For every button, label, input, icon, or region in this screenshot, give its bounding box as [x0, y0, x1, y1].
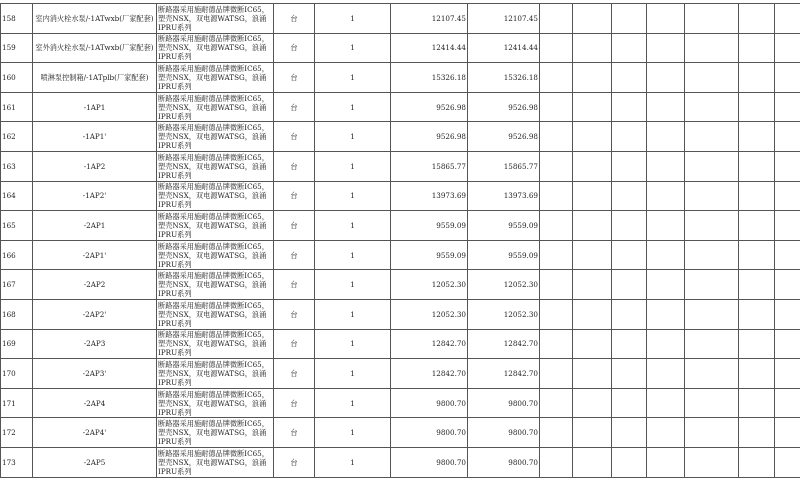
unit-price-cell: 12414.44 — [391, 33, 468, 63]
unit-cell: 台 — [274, 359, 315, 389]
table-row — [1, 63, 800, 93]
empty-cell — [647, 329, 685, 359]
spec-cell: 断路器采用施耐德品牌微断IC65，塑壳NSX，双电源WATSG，浪涌IPRU系列 — [157, 63, 274, 93]
empty-cell — [612, 122, 647, 152]
empty-cell — [612, 240, 647, 270]
spec-cell: 断路器采用施耐德品牌微断IC65，塑壳NSX，双电源WATSG，浪涌IPRU系列 — [157, 299, 274, 329]
empty-cell — [775, 211, 800, 241]
empty-cell — [540, 240, 573, 270]
item-name-cell: 室外消火栓水泵/-1ATwxb(厂家配套) — [33, 33, 157, 63]
table-row — [1, 359, 800, 389]
table-row — [1, 240, 800, 270]
row-number-cell: 167 — [1, 270, 33, 300]
empty-cell — [775, 33, 800, 63]
quantity-cell: 1 — [315, 240, 391, 270]
item-name-cell: -1AP1' — [33, 122, 157, 152]
unit-price-cell: 9800.70 — [391, 418, 468, 448]
total-price-cell: 9526.98 — [468, 92, 540, 122]
empty-cell — [685, 181, 739, 211]
empty-cell — [775, 92, 800, 122]
empty-cell — [775, 4, 800, 34]
unit-price-cell: 15865.77 — [391, 151, 468, 181]
total-price-cell: 9526.98 — [468, 122, 540, 152]
row-number-cell: 170 — [1, 359, 33, 389]
spec-cell: 断路器采用施耐德品牌微断IC65，塑壳NSX，双电源WATSG，浪涌IPRU系列 — [157, 240, 274, 270]
empty-cell — [775, 122, 800, 152]
spec-cell: 断路器采用施耐德品牌微断IC65，塑壳NSX，双电源WATSG，浪涌IPRU系列 — [157, 359, 274, 389]
total-price-cell: 15865.77 — [468, 151, 540, 181]
empty-cell — [612, 359, 647, 389]
empty-cell — [573, 270, 612, 300]
unit-price-cell: 12052.30 — [391, 299, 468, 329]
empty-cell — [739, 181, 775, 211]
empty-cell — [685, 122, 739, 152]
item-name-cell: -2AP1' — [33, 240, 157, 270]
unit-cell: 台 — [274, 270, 315, 300]
row-number-cell: 162 — [1, 122, 33, 152]
total-price-cell: 15326.18 — [468, 63, 540, 93]
spec-cell: 断路器采用施耐德品牌微断IC65，塑壳NSX，双电源WATSG，浪涌IPRU系列 — [157, 181, 274, 211]
item-name-cell: -1AP1 — [33, 92, 157, 122]
empty-cell — [739, 270, 775, 300]
empty-cell — [685, 211, 739, 241]
row-number-cell: 171 — [1, 388, 33, 418]
total-price-cell: 9800.70 — [468, 418, 540, 448]
empty-cell — [647, 388, 685, 418]
empty-cell — [540, 299, 573, 329]
item-name-cell: -2AP4' — [33, 418, 157, 448]
unit-cell: 台 — [274, 447, 315, 477]
empty-cell — [612, 63, 647, 93]
empty-cell — [647, 92, 685, 122]
spec-cell: 断路器采用施耐德品牌微断IC65，塑壳NSX，双电源WATSG，浪涌IPRU系列 — [157, 329, 274, 359]
quantity-cell: 1 — [315, 329, 391, 359]
empty-cell — [685, 92, 739, 122]
empty-cell — [739, 299, 775, 329]
quantity-cell: 1 — [315, 299, 391, 329]
empty-cell — [540, 359, 573, 389]
empty-cell — [540, 92, 573, 122]
empty-cell — [685, 388, 739, 418]
empty-cell — [775, 270, 800, 300]
item-name-cell: -2AP2 — [33, 270, 157, 300]
empty-cell — [739, 388, 775, 418]
total-price-cell: 12842.70 — [468, 359, 540, 389]
empty-cell — [573, 299, 612, 329]
row-number-cell: 166 — [1, 240, 33, 270]
empty-cell — [739, 240, 775, 270]
row-number-cell: 161 — [1, 92, 33, 122]
unit-cell: 台 — [274, 211, 315, 241]
quantity-cell: 1 — [315, 92, 391, 122]
item-name-cell: -1AP2' — [33, 181, 157, 211]
total-price-cell: 12414.44 — [468, 33, 540, 63]
unit-cell: 台 — [274, 122, 315, 152]
unit-cell: 台 — [274, 240, 315, 270]
empty-cell — [647, 418, 685, 448]
empty-cell — [647, 4, 685, 34]
empty-cell — [685, 299, 739, 329]
empty-cell — [685, 418, 739, 448]
empty-cell — [573, 92, 612, 122]
table-row — [1, 122, 800, 152]
row-number-cell: 159 — [1, 33, 33, 63]
item-name-cell: -2AP4 — [33, 388, 157, 418]
empty-cell — [739, 4, 775, 34]
empty-cell — [540, 63, 573, 93]
empty-cell — [573, 329, 612, 359]
empty-cell — [573, 388, 612, 418]
quantity-cell: 1 — [315, 359, 391, 389]
empty-cell — [540, 181, 573, 211]
unit-price-cell: 13973.69 — [391, 181, 468, 211]
total-price-cell: 12052.30 — [468, 270, 540, 300]
table-row — [1, 418, 800, 448]
empty-cell — [612, 447, 647, 477]
empty-cell — [540, 418, 573, 448]
empty-cell — [739, 122, 775, 152]
table-row — [1, 33, 800, 63]
total-price-cell: 9800.70 — [468, 388, 540, 418]
empty-cell — [685, 447, 739, 477]
empty-cell — [685, 270, 739, 300]
item-name-cell: 喷淋泵控制箱/-1ATplb(厂家配套) — [33, 63, 157, 93]
empty-cell — [573, 151, 612, 181]
empty-cell — [775, 299, 800, 329]
empty-cell — [573, 240, 612, 270]
empty-cell — [739, 329, 775, 359]
empty-cell — [647, 299, 685, 329]
unit-price-cell: 9559.09 — [391, 240, 468, 270]
empty-cell — [612, 211, 647, 241]
empty-cell — [612, 299, 647, 329]
quantity-cell: 1 — [315, 270, 391, 300]
total-price-cell: 9559.09 — [468, 240, 540, 270]
empty-cell — [775, 63, 800, 93]
table-row — [1, 270, 800, 300]
spec-cell: 断路器采用施耐德品牌微断IC65，塑壳NSX，双电源WATSG，浪涌IPRU系列 — [157, 4, 274, 34]
unit-price-cell: 9800.70 — [391, 388, 468, 418]
empty-cell — [573, 447, 612, 477]
empty-cell — [775, 447, 800, 477]
unit-price-cell: 9526.98 — [391, 122, 468, 152]
quantity-cell: 1 — [315, 63, 391, 93]
empty-cell — [612, 270, 647, 300]
empty-cell — [573, 211, 612, 241]
unit-cell: 台 — [274, 418, 315, 448]
spec-cell: 断路器采用施耐德品牌微断IC65，塑壳NSX，双电源WATSG，浪涌IPRU系列 — [157, 418, 274, 448]
empty-cell — [647, 151, 685, 181]
table-row — [1, 92, 800, 122]
quantity-cell: 1 — [315, 181, 391, 211]
empty-cell — [775, 329, 800, 359]
quantity-cell: 1 — [315, 418, 391, 448]
empty-cell — [739, 211, 775, 241]
empty-cell — [685, 33, 739, 63]
total-price-cell: 13973.69 — [468, 181, 540, 211]
row-number-cell: 163 — [1, 151, 33, 181]
unit-price-cell: 9800.70 — [391, 447, 468, 477]
empty-cell — [775, 359, 800, 389]
unit-price-cell: 9526.98 — [391, 92, 468, 122]
row-number-cell: 168 — [1, 299, 33, 329]
empty-cell — [540, 33, 573, 63]
quantity-cell: 1 — [315, 211, 391, 241]
price-table — [0, 3, 800, 478]
empty-cell — [647, 447, 685, 477]
spec-cell: 断路器采用施耐德品牌微断IC65，塑壳NSX，双电源WATSG，浪涌IPRU系列 — [157, 211, 274, 241]
empty-cell — [775, 151, 800, 181]
item-name-cell: -2AP3' — [33, 359, 157, 389]
empty-cell — [540, 388, 573, 418]
empty-cell — [739, 151, 775, 181]
table-row — [1, 447, 800, 477]
empty-cell — [573, 418, 612, 448]
unit-price-cell: 12052.30 — [391, 270, 468, 300]
unit-cell: 台 — [274, 151, 315, 181]
empty-cell — [612, 151, 647, 181]
unit-cell: 台 — [274, 388, 315, 418]
empty-cell — [612, 4, 647, 34]
unit-cell: 台 — [274, 329, 315, 359]
table-row — [1, 329, 800, 359]
unit-price-cell: 15326.18 — [391, 63, 468, 93]
empty-cell — [739, 418, 775, 448]
empty-cell — [647, 63, 685, 93]
empty-cell — [540, 122, 573, 152]
empty-cell — [540, 151, 573, 181]
table-row — [1, 4, 800, 34]
table-row — [1, 211, 800, 241]
row-number-cell: 160 — [1, 63, 33, 93]
spec-cell: 断路器采用施耐德品牌微断IC65，塑壳NSX，双电源WATSG，浪涌IPRU系列 — [157, 388, 274, 418]
table-row — [1, 388, 800, 418]
spec-cell: 断路器采用施耐德品牌微断IC65，塑壳NSX，双电源WATSG，浪涌IPRU系列 — [157, 270, 274, 300]
total-price-cell: 12052.30 — [468, 299, 540, 329]
row-number-cell: 172 — [1, 418, 33, 448]
empty-cell — [775, 181, 800, 211]
spec-cell: 断路器采用施耐德品牌微断IC65，塑壳NSX，双电源WATSG，浪涌IPRU系列 — [157, 92, 274, 122]
spec-cell: 断路器采用施耐德品牌微断IC65，塑壳NSX，双电源WATSG，浪涌IPRU系列 — [157, 151, 274, 181]
empty-cell — [612, 181, 647, 211]
total-price-cell: 9800.70 — [468, 447, 540, 477]
empty-cell — [685, 63, 739, 93]
item-name-cell: 室内消火栓水泵/-1ATwxb(厂家配套) — [33, 4, 157, 34]
row-number-cell: 164 — [1, 181, 33, 211]
table-row — [1, 181, 800, 211]
empty-cell — [540, 211, 573, 241]
empty-cell — [573, 359, 612, 389]
item-name-cell: -2AP1 — [33, 211, 157, 241]
empty-cell — [647, 122, 685, 152]
table-body — [1, 4, 800, 478]
empty-cell — [540, 270, 573, 300]
empty-cell — [775, 240, 800, 270]
empty-cell — [775, 388, 800, 418]
empty-cell — [647, 240, 685, 270]
empty-cell — [685, 359, 739, 389]
empty-cell — [540, 329, 573, 359]
empty-cell — [612, 92, 647, 122]
empty-cell — [573, 181, 612, 211]
spec-cell: 断路器采用施耐德品牌微断IC65，塑壳NSX，双电源WATSG，浪涌IPRU系列 — [157, 33, 274, 63]
empty-cell — [647, 181, 685, 211]
quantity-cell: 1 — [315, 4, 391, 34]
quantity-cell: 1 — [315, 122, 391, 152]
empty-cell — [739, 359, 775, 389]
item-name-cell: -2AP5 — [33, 447, 157, 477]
empty-cell — [647, 211, 685, 241]
unit-cell: 台 — [274, 4, 315, 34]
empty-cell — [739, 92, 775, 122]
empty-cell — [573, 4, 612, 34]
quote-sheet — [0, 3, 800, 478]
item-name-cell: -1AP2 — [33, 151, 157, 181]
empty-cell — [739, 33, 775, 63]
quantity-cell: 1 — [315, 447, 391, 477]
empty-cell — [573, 63, 612, 93]
row-number-cell: 158 — [1, 4, 33, 34]
empty-cell — [540, 4, 573, 34]
row-number-cell: 169 — [1, 329, 33, 359]
empty-cell — [739, 447, 775, 477]
empty-cell — [573, 122, 612, 152]
unit-price-cell: 9559.09 — [391, 211, 468, 241]
empty-cell — [540, 447, 573, 477]
empty-cell — [647, 33, 685, 63]
spec-cell: 断路器采用施耐德品牌微断IC65，塑壳NSX，双电源WATSG，浪涌IPRU系列 — [157, 447, 274, 477]
empty-cell — [739, 63, 775, 93]
empty-cell — [647, 270, 685, 300]
empty-cell — [612, 329, 647, 359]
empty-cell — [612, 33, 647, 63]
empty-cell — [685, 240, 739, 270]
unit-price-cell: 12842.70 — [391, 329, 468, 359]
total-price-cell: 12842.70 — [468, 329, 540, 359]
total-price-cell: 12107.45 — [468, 4, 540, 34]
unit-cell: 台 — [274, 299, 315, 329]
unit-price-cell: 12842.70 — [391, 359, 468, 389]
empty-cell — [685, 151, 739, 181]
row-number-cell: 173 — [1, 447, 33, 477]
spec-cell: 断路器采用施耐德品牌微断IC65，塑壳NSX，双电源WATSG，浪涌IPRU系列 — [157, 122, 274, 152]
unit-cell: 台 — [274, 181, 315, 211]
unit-price-cell: 12107.45 — [391, 4, 468, 34]
empty-cell — [685, 4, 739, 34]
empty-cell — [573, 33, 612, 63]
total-price-cell: 9559.09 — [468, 211, 540, 241]
empty-cell — [612, 418, 647, 448]
item-name-cell: -2AP3 — [33, 329, 157, 359]
empty-cell — [775, 418, 800, 448]
unit-cell: 台 — [274, 33, 315, 63]
empty-cell — [647, 359, 685, 389]
empty-cell — [685, 329, 739, 359]
quantity-cell: 1 — [315, 388, 391, 418]
table-row — [1, 151, 800, 181]
item-name-cell: -2AP2' — [33, 299, 157, 329]
quantity-cell: 1 — [315, 33, 391, 63]
empty-cell — [612, 388, 647, 418]
quantity-cell: 1 — [315, 151, 391, 181]
row-number-cell: 165 — [1, 211, 33, 241]
unit-cell: 台 — [274, 92, 315, 122]
table-row — [1, 299, 800, 329]
unit-cell: 台 — [274, 63, 315, 93]
